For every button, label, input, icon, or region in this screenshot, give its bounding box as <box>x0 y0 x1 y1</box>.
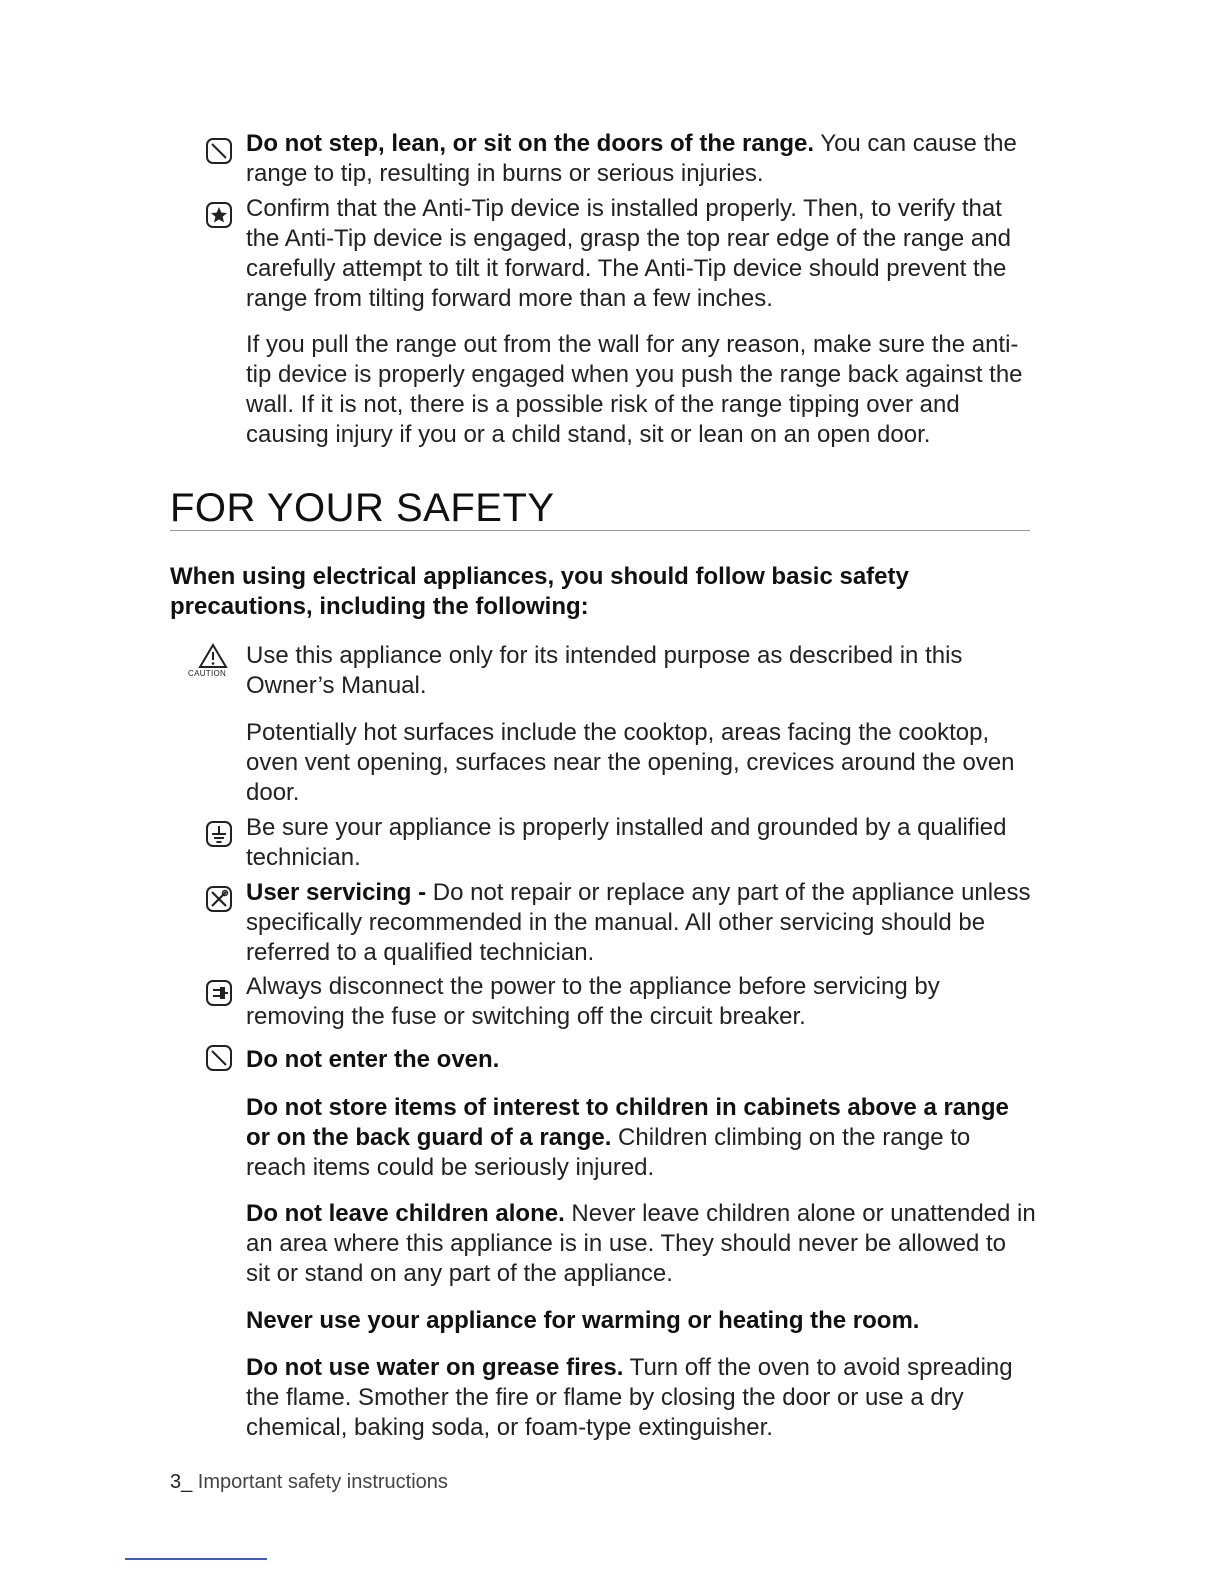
anti-tip-confirm: Confirm that the Anti-Tip device is installed properly. Then, to verify that the Anti-Tip device is engaged, grasp the top rear edge of the range and carefully attempt to tilt it forward. The Anti-Tip device should prevent the range from tilting forward more than a few inches. <box>246 195 1011 312</box>
do-not-store-items: Do not store items of interest to children in cabinets above a range or on the back guard of a range. Children climbing on the range to reach items could be seriously injured. <box>246 1094 1009 1181</box>
section-subhead: When using electrical appliances, you should follow basic safety precautions, including the following: <box>170 563 909 620</box>
unplug-power-icon <box>205 979 233 1007</box>
no-servicing-tools-icon <box>205 885 233 913</box>
caution-label: CAUTION <box>188 669 227 678</box>
prohibition-icon <box>205 1044 233 1072</box>
grounding-icon <box>205 820 233 848</box>
page-number: 3_ <box>170 1471 193 1493</box>
footer-section-name: Important safety instructions <box>192 1471 448 1493</box>
anti-tip-pull-out: If you pull the range out from the wall for any reason, make sure the anti-tip device is properly engaged when you push the range back against the wall. If it is not, there is a possible risk of the range tipping over and causing injury if you or a child stand, sit or lean on an open door. <box>246 331 1023 448</box>
important-star-icon <box>205 201 233 229</box>
never-use-for-heating: Never use your appliance for warming or heating the room. <box>246 1307 920 1334</box>
do-not-enter-oven: Do not enter the oven. <box>246 1046 500 1073</box>
section-title: FOR YOUR SAFETY <box>170 486 1030 531</box>
disconnect-power: Always disconnect the power to the appliance before servicing by removing the fuse or switching off the circuit breaker. <box>246 973 940 1030</box>
intended-purpose: Use this appliance only for its intended purpose as described in this Owner’s Manual. <box>246 642 963 699</box>
prohibition-icon <box>205 137 233 165</box>
do-not-leave-children: Do not leave children alone. Never leave children alone or unattended in an area where this appliance is in use. They should never be allowed to sit or stand on any part of the appliance. <box>246 1200 1036 1287</box>
user-servicing: User servicing - Do not repair or replace any part of the appliance unless specifically recommended in the manual. All other servicing should be referred to a qualified technician. <box>246 879 1031 966</box>
scan-mark <box>125 1558 267 1560</box>
warning-do-not-step: Do not step, lean, or sit on the doors of the range. You can cause the range to tip, resulting in burns or serious injuries. <box>246 130 1017 187</box>
caution-triangle-icon <box>198 643 228 669</box>
page-footer <box>170 1470 448 1494</box>
grounded-by-technician: Be sure your appliance is properly installed and grounded by a qualified technician. <box>246 814 1007 871</box>
hot-surfaces: Potentially hot surfaces include the cooktop, areas facing the cooktop, oven vent opening, surfaces near the opening, crevices around the oven door. <box>246 719 1015 806</box>
grease-fires: Do not use water on grease fires. Turn off the oven to avoid spreading the flame. Smother the fire or flame by closing the door or use a dry chemical, baking soda, or foam-type extinguisher. <box>246 1354 1013 1441</box>
